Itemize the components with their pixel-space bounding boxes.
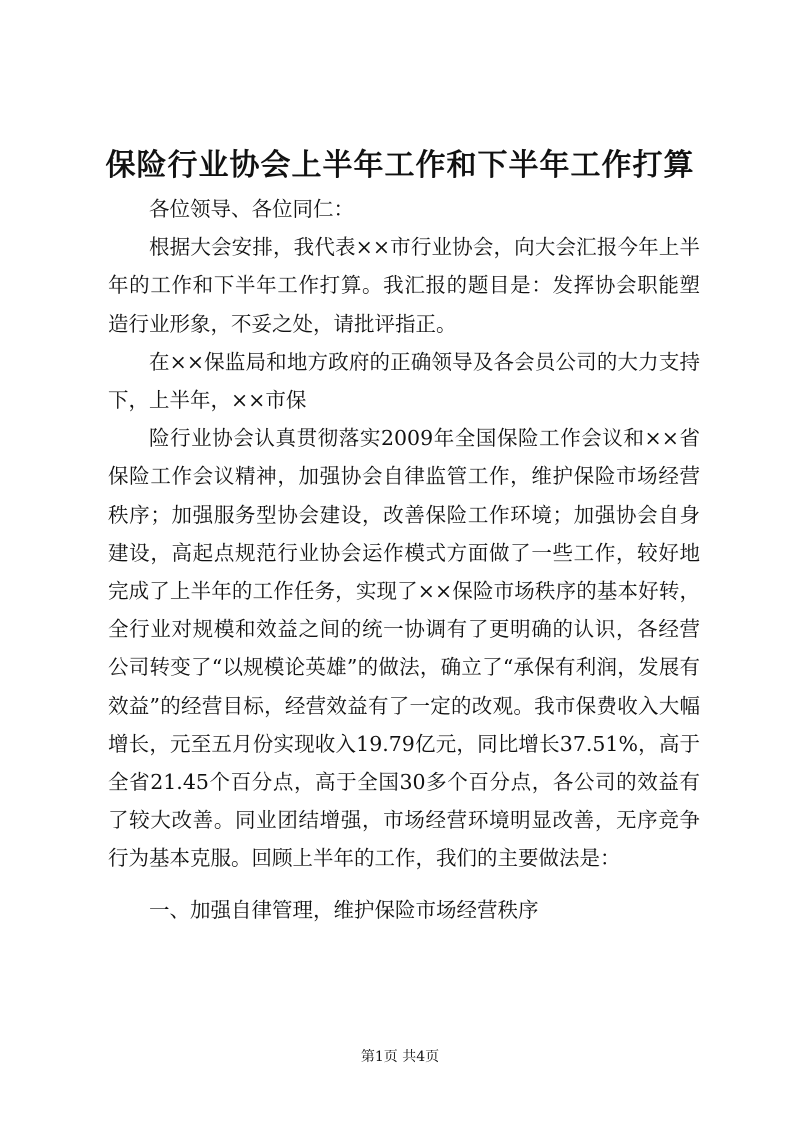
body-paragraph: 在××保监局和地方政府的正确领导及各会员公司的大力支持下，上半年，××市保	[108, 349, 700, 413]
document-body	[108, 190, 700, 929]
section-heading: 一、加强自律管理，维护保险市场经营秩序	[149, 897, 539, 922]
greeting-paragraph: 各位领导、各位同仁：	[149, 197, 354, 221]
document-title: 保险行业协会上半年工作和下半年工作打算	[105, 148, 695, 183]
body-paragraph: 根据大会安排，我代表××市行业协会，向大会汇报今年上半年的工作和下半年工作打算。我汇报的题目是：发挥协会职能塑造行业形象，不妥之处，请批评指正。	[108, 235, 700, 336]
body-paragraph: 险行业协会认真贯彻落实2009年全国保险工作会议和××省保险工作会议精神，加强协会自律监管工作，维护保险市场经营秩序；加强服务型协会建设，改善保险工作环境；加强协会自身建设，高起点规范行业协会运作模式方面做了一些工作，较好地完成了上半年的工作任务，实现了××保险市场秩序的基本好转，全行业对规模和效益之间的统一协调有了更明确的认识，各经营公司转变了“以规模论英雄”的做法，确立了“承保有利润，发展有效益”的经营目标，经营效益有了一定的改观。我市保费收入大幅增长，元至五月份实现收入19.79亿元，同比增长37.51%，高于全省21.45个百分点，高于全国30多个百分点，各公司的效益有了较大改善。同业团结增强，市场经营环境明显改善，无序竞争行为基本克服。回顾上半年的工作，我们的主要做法是：	[108, 426, 700, 871]
page-footer: 第1页 共4页	[360, 1049, 440, 1065]
